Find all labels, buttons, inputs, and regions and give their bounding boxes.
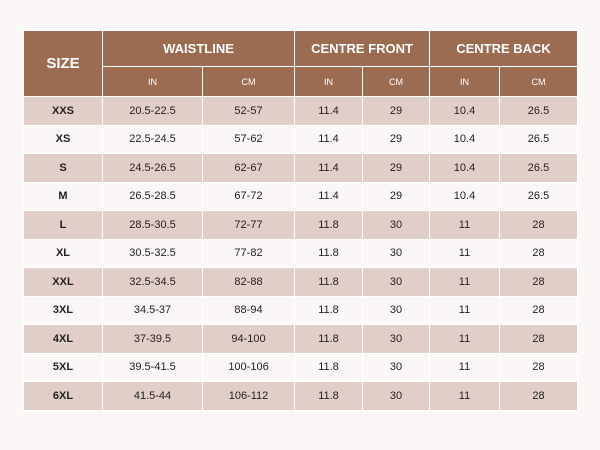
unit-header: IN bbox=[430, 67, 500, 97]
table-cell: 30 bbox=[363, 325, 430, 354]
table-cell: 26.5 bbox=[500, 182, 578, 211]
table-cell: 100-106 bbox=[203, 353, 295, 382]
table-row bbox=[24, 154, 578, 183]
table-cell: 11.8 bbox=[295, 296, 363, 325]
size-label: 5XL bbox=[24, 353, 103, 382]
size-label: XXL bbox=[24, 268, 103, 297]
table-cell: 106-112 bbox=[203, 382, 295, 411]
table-cell: 94-100 bbox=[203, 325, 295, 354]
table-cell: 11 bbox=[430, 382, 500, 411]
table-row bbox=[24, 296, 578, 325]
size-label: XXS bbox=[24, 97, 103, 126]
table-cell: 28 bbox=[500, 239, 578, 268]
table-row bbox=[24, 325, 578, 354]
table-row bbox=[24, 97, 578, 126]
table-cell: 11 bbox=[430, 268, 500, 297]
table-cell: 41.5-44 bbox=[103, 382, 203, 411]
unit-header: CM bbox=[203, 67, 295, 97]
table-cell: 11.4 bbox=[295, 97, 363, 126]
table-cell: 29 bbox=[363, 97, 430, 126]
table-cell: 11.8 bbox=[295, 353, 363, 382]
size-chart-table bbox=[23, 30, 578, 411]
table-cell: 62-67 bbox=[203, 154, 295, 183]
table-row bbox=[24, 211, 578, 240]
unit-header: IN bbox=[103, 67, 203, 97]
table-cell: 11 bbox=[430, 296, 500, 325]
table-cell: 29 bbox=[363, 154, 430, 183]
table-cell: 29 bbox=[363, 125, 430, 154]
size-label: XL bbox=[24, 239, 103, 268]
size-label: M bbox=[24, 182, 103, 211]
table-cell: 30 bbox=[363, 211, 430, 240]
table-cell: 67-72 bbox=[203, 182, 295, 211]
table-cell: 30.5-32.5 bbox=[103, 239, 203, 268]
table-cell: 29 bbox=[363, 182, 430, 211]
table-cell: 26.5-28.5 bbox=[103, 182, 203, 211]
table-cell: 11.8 bbox=[295, 382, 363, 411]
size-chart-body bbox=[24, 97, 578, 411]
table-cell: 26.5 bbox=[500, 97, 578, 126]
table-row bbox=[24, 353, 578, 382]
table-cell: 11 bbox=[430, 353, 500, 382]
table-cell: 77-82 bbox=[203, 239, 295, 268]
table-cell: 11.4 bbox=[295, 154, 363, 183]
table-cell: 11.8 bbox=[295, 325, 363, 354]
table-cell: 34.5-37 bbox=[103, 296, 203, 325]
unit-header: IN bbox=[295, 67, 363, 97]
size-label: S bbox=[24, 154, 103, 183]
table-cell: 28 bbox=[500, 296, 578, 325]
table-cell: 10.4 bbox=[430, 182, 500, 211]
table-cell: 52-57 bbox=[203, 97, 295, 126]
header-size: SIZE bbox=[24, 31, 103, 97]
table-row bbox=[24, 382, 578, 411]
table-cell: 26.5 bbox=[500, 125, 578, 154]
size-chart bbox=[23, 30, 577, 411]
table-cell: 11 bbox=[430, 239, 500, 268]
table-row bbox=[24, 125, 578, 154]
table-cell: 26.5 bbox=[500, 154, 578, 183]
table-cell: 72-77 bbox=[203, 211, 295, 240]
table-cell: 20.5-22.5 bbox=[103, 97, 203, 126]
table-cell: 10.4 bbox=[430, 125, 500, 154]
table-cell: 10.4 bbox=[430, 97, 500, 126]
table-row bbox=[24, 268, 578, 297]
table-cell: 82-88 bbox=[203, 268, 295, 297]
table-cell: 28.5-30.5 bbox=[103, 211, 203, 240]
size-label: 3XL bbox=[24, 296, 103, 325]
unit-header: CM bbox=[363, 67, 430, 97]
size-label: 4XL bbox=[24, 325, 103, 354]
table-cell: 11 bbox=[430, 325, 500, 354]
table-cell: 30 bbox=[363, 268, 430, 297]
table-cell: 22.5-24.5 bbox=[103, 125, 203, 154]
table-cell: 28 bbox=[500, 382, 578, 411]
table-cell: 57-62 bbox=[203, 125, 295, 154]
unit-header: CM bbox=[500, 67, 578, 97]
table-cell: 39.5-41.5 bbox=[103, 353, 203, 382]
size-label: 6XL bbox=[24, 382, 103, 411]
table-cell: 11 bbox=[430, 211, 500, 240]
header-centre-front: CENTRE FRONT bbox=[295, 31, 430, 67]
table-cell: 11.8 bbox=[295, 211, 363, 240]
table-cell: 30 bbox=[363, 296, 430, 325]
table-cell: 11.4 bbox=[295, 182, 363, 211]
table-row bbox=[24, 239, 578, 268]
table-cell: 28 bbox=[500, 325, 578, 354]
table-cell: 30 bbox=[363, 382, 430, 411]
table-cell: 24.5-26.5 bbox=[103, 154, 203, 183]
size-label: L bbox=[24, 211, 103, 240]
table-cell: 28 bbox=[500, 353, 578, 382]
header-waistline: WAISTLINE bbox=[103, 31, 295, 67]
table-cell: 88-94 bbox=[203, 296, 295, 325]
table-cell: 11.4 bbox=[295, 125, 363, 154]
table-cell: 28 bbox=[500, 211, 578, 240]
table-cell: 30 bbox=[363, 239, 430, 268]
table-cell: 32.5-34.5 bbox=[103, 268, 203, 297]
table-cell: 28 bbox=[500, 268, 578, 297]
header-centre-back: CENTRE BACK bbox=[430, 31, 578, 67]
table-cell: 11.8 bbox=[295, 239, 363, 268]
table-cell: 10.4 bbox=[430, 154, 500, 183]
table-cell: 11.8 bbox=[295, 268, 363, 297]
size-label: XS bbox=[24, 125, 103, 154]
header-row-units bbox=[24, 67, 578, 97]
header-row-groups bbox=[24, 31, 578, 67]
table-cell: 37-39.5 bbox=[103, 325, 203, 354]
table-row bbox=[24, 182, 578, 211]
table-cell: 30 bbox=[363, 353, 430, 382]
